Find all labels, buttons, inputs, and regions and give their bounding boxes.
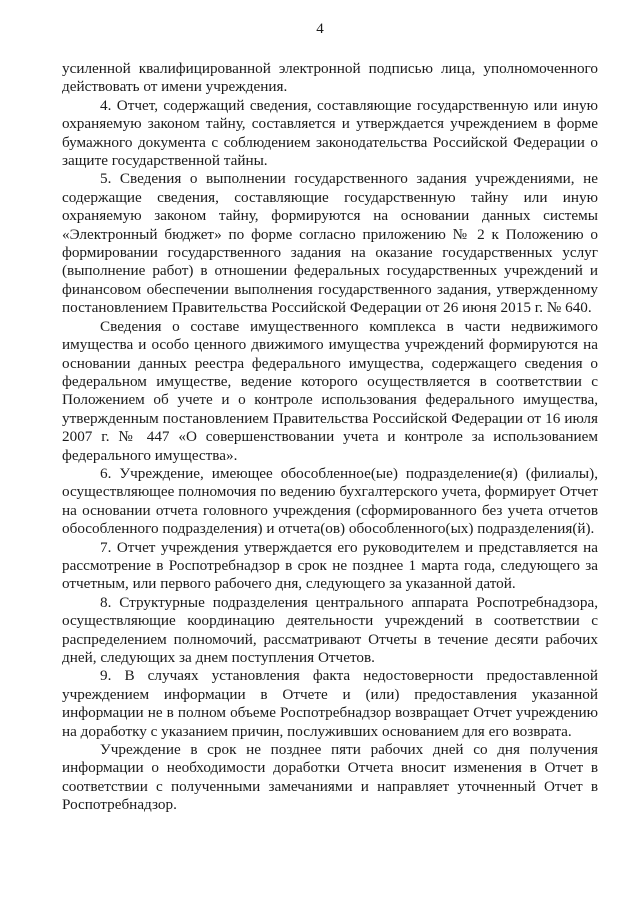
page-number: 4 bbox=[316, 21, 324, 37]
paragraph-item-5: 5. Сведения о выполнении государственного задания учреждениями, не содержащие сведения, составляющие государственную тайну или иную охраняемую законом тайну, формируются на основании данных системы «Электронный бюджет» по форме согласно приложению № 2 к Положению о формировании государственного задания на оказание государственных услуг (выполнение работ) в отношении федеральных государственных учреждений и финансовом обеспечении выполнения государственного задания, утвержденному постановлением Правительства Российской Федерации от 26 июня 2015 г. № 640. bbox=[62, 170, 598, 317]
paragraph-continuation: усиленной квалифицированной электронной подписью лица, уполномоченного действовать от имени учреждения. bbox=[62, 60, 598, 96]
paragraph-item-7: 7. Отчет учреждения утверждается его руководителем и представляется на рассмотрение в Роспотребнадзор в срок не позднее 1 марта года, следующего за отчетным, или первого рабочего дня, следующего за указанной датой. bbox=[62, 538, 598, 593]
paragraph-property-info: Сведения о составе имущественного комплекса в части недвижимого имущества и особо ценного движимого имущества учреждений формируются на основании данных реестра федерального имущества, содержащего сведения о федеральном имуществе, ведение которого осуществляется в соответствии с Положением об учете и о контроле использования федерального имущества, утвержденным постановлением Правительства Российской Федерации от 16 июля 2007 г. № 447 «О совершенствовании учета и контроле за использованием федерального имущества». bbox=[62, 317, 598, 464]
paragraph-item-6: 6. Учреждение, имеющее обособленное(ые) подразделение(я) (филиалы), осуществляющее полномочия по ведению бухгалтерского учета, формирует Отчет на основании отчета головного учреждения (сформированного без учета отчетов обособленного подразделения) и отчета(ов) обособленного(ых) подразделения(й). bbox=[62, 464, 598, 538]
paragraph-item-4: 4. Отчет, содержащий сведения, составляющие государственную или иную охраняемую законом тайну, составляется и утверждается учреждением в форме бумажного документа с соблюдением законодательства Российской Федерации о защите государственной тайны. bbox=[62, 96, 598, 170]
paragraph-item-9: 9. В случаях установления факта недостоверности предоставленной учреждением информации в Отчете и (или) предоставления указанной информации не в полном объеме Роспотребнадзор возвращает Отчет учреждению на доработку с указанием причин, послуживших основанием для его возврата. bbox=[62, 667, 598, 740]
paragraph-revision: Учреждение в срок не позднее пяти рабочих дней со дня получения информации о необходимости доработки Отчета вносит изменения в Отчет в соответствии с полученными замечаниями и направляет уточненный Отчет в Роспотребнадзор. bbox=[62, 741, 598, 814]
paragraph-item-8: 8. Структурные подразделения центрального аппарата Роспотребнадзора, осуществляющие координацию деятельности учреждений в соответствии с распределением полномочий, рассматривают Отчеты в течение десяти рабочих дней, следующих за днем поступления Отчетов. bbox=[62, 593, 598, 666]
document-body bbox=[62, 60, 598, 815]
